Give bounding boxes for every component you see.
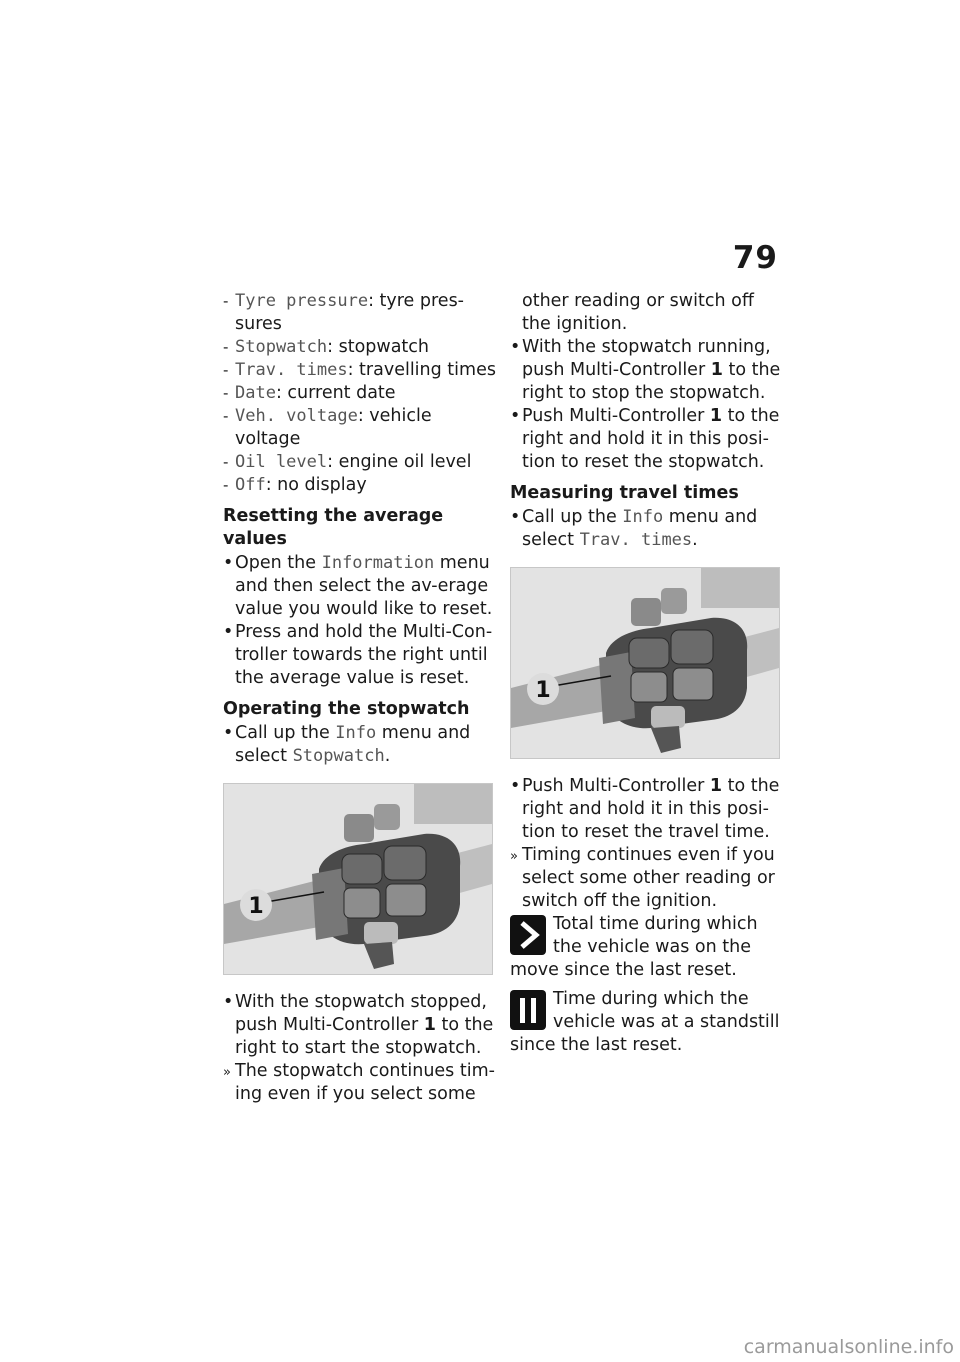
result-item: » The stopwatch continues tim-ing even if you select some (223, 1061, 495, 1104)
pause-icon (510, 990, 546, 1030)
figure-callout-label: 1 (248, 894, 264, 919)
watermark: carmanualsonline.info (743, 1336, 954, 1358)
step-item: • Call up the Info menu and select Stopwatch. (223, 723, 471, 766)
left-column (223, 290, 498, 1106)
figure-multi-controller-2 (510, 567, 780, 759)
handlebar-controls-illustration (511, 568, 779, 758)
play-icon (510, 915, 546, 955)
list-item: - Off: no display (223, 475, 367, 495)
step-item: • With the stopwatch running, push Multi-Controller 1 to the right to stop the stopwatch. (510, 337, 781, 403)
list-item: - Trav. times: travelling times (223, 360, 496, 380)
figure-multi-controller (223, 783, 493, 975)
step-item: • Push Multi-Controller 1 to the right and hold it in this posi-tion to reset the stopwatch. (510, 406, 780, 472)
list-item: - Veh. voltage: vehicle voltage (223, 406, 432, 449)
continued-text: other reading or switch off the ignition. (522, 291, 754, 334)
list-item: - Tyre pressure: tyre pres-sures (223, 291, 464, 334)
step-item: • Call up the Info menu and select Trav. times. (510, 507, 758, 550)
list-item: - Oil level: engine oil level (223, 452, 472, 472)
section-heading-stopwatch: Operating the stopwatch (223, 699, 470, 719)
symbol-row-pause: Time during which the vehicle was at a standstill since the last reset. (510, 989, 780, 1055)
step-item: • Push Multi-Controller 1 to the right and hold it in this posi-tion to reset the travel time. (510, 776, 780, 842)
list-item: - Stopwatch: stopwatch (223, 337, 429, 357)
right-column (510, 290, 785, 1057)
symbol-row-play: Total time during which the vehicle was on the move since the last reset. (510, 914, 758, 980)
handlebar-controls-illustration (224, 784, 492, 974)
info-menu-list (223, 290, 498, 497)
figure-callout-label: 1 (535, 678, 551, 703)
result-item: » Timing continues even if you select some other reading or switch off the ignition. (510, 845, 775, 911)
page-number: 79 (732, 240, 778, 276)
step-item: • Open the Information menu and then select the av-erage value you would like to reset. (223, 553, 493, 619)
step-item: • Press and hold the Multi-Con-troller towards the right until the average value is reset. (223, 622, 493, 688)
section-heading-reset: Resetting the average values (223, 506, 444, 549)
section-heading-travel: Measuring travel times (510, 483, 739, 503)
list-item: - Date: current date (223, 383, 396, 403)
step-item: • With the stopwatch stopped, push Multi-Controller 1 to the right to start the stopwatch. (223, 992, 494, 1058)
